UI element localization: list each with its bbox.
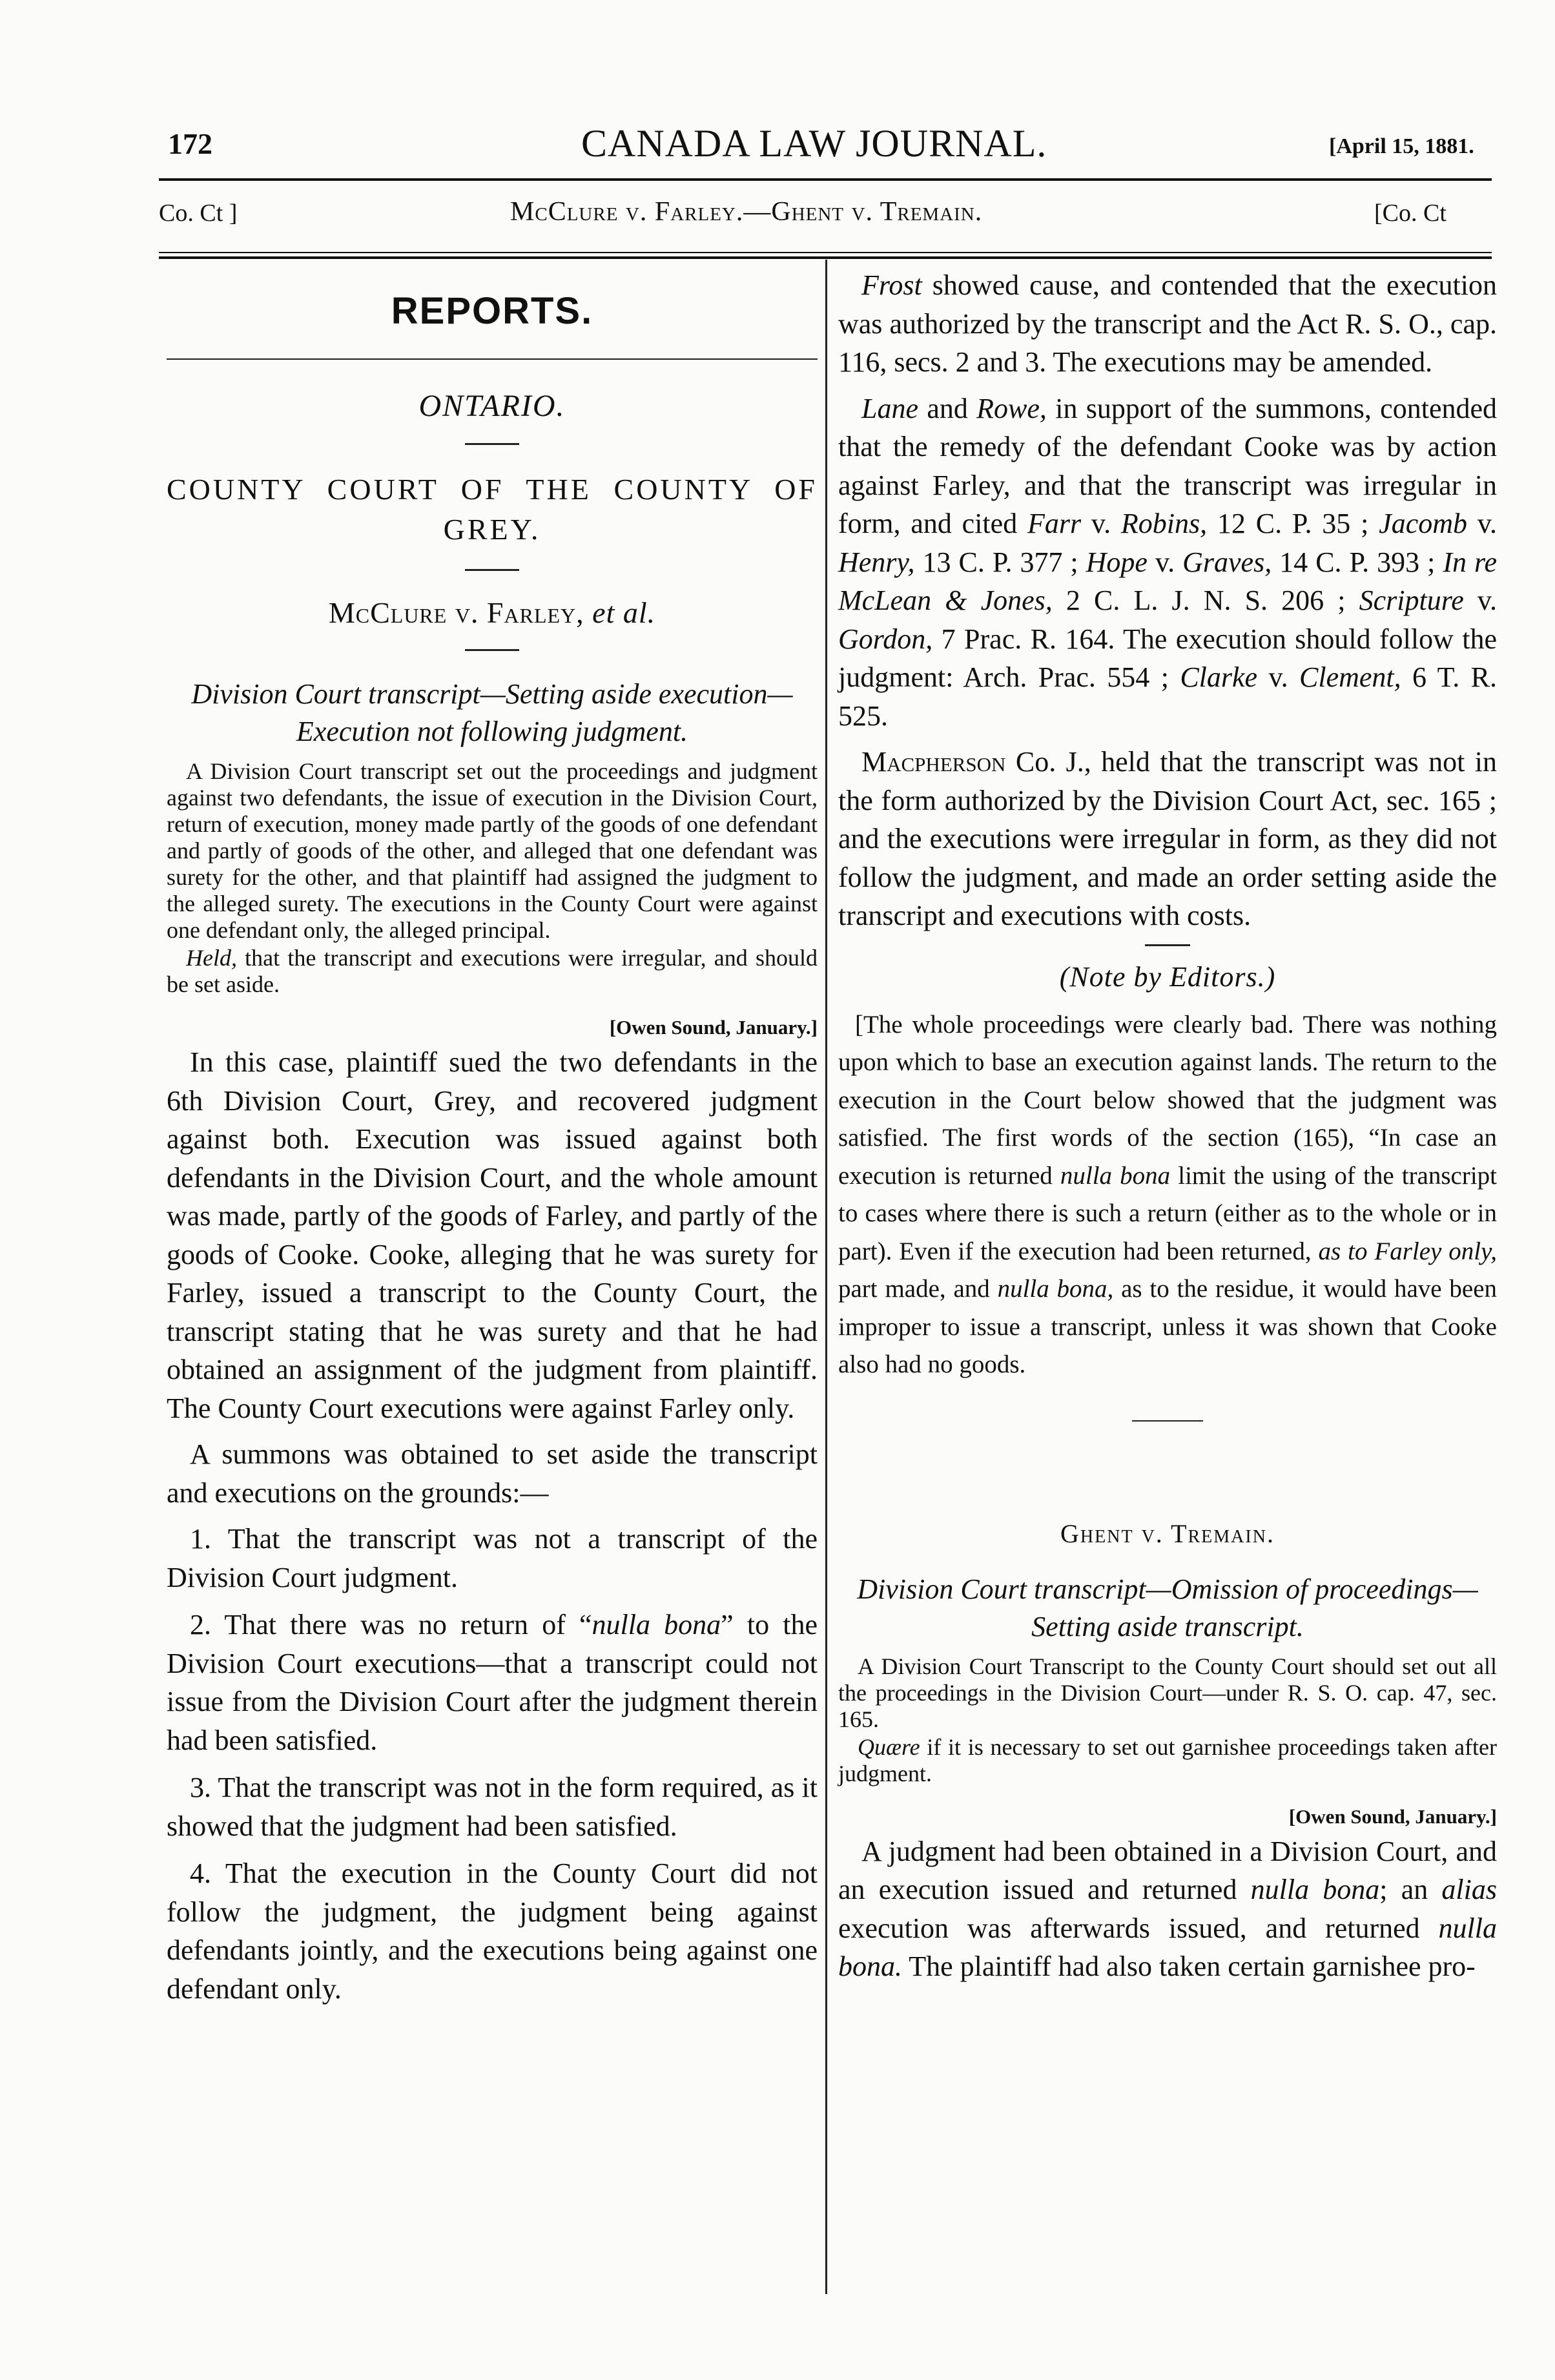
case1-held xyxy=(167,945,818,998)
counsel-rowe: Rowe, xyxy=(976,392,1047,424)
judgment-paragraph xyxy=(838,743,1497,935)
cite-5b: v. xyxy=(1463,585,1497,616)
note-c: part made, and xyxy=(838,1275,998,1303)
short-rule-3 xyxy=(465,649,519,651)
cite-1c: Robins, xyxy=(1120,508,1208,539)
judgment-text: Co. J., held that the transcript was not in the form authorized by the Division Court Act, sec. 165 ; and the executions were irregular in form, as they did not follow the judgment, and made an order setting aside the transcript and executions with costs. xyxy=(838,746,1497,931)
cite-6a: Clarke xyxy=(1180,661,1258,693)
section-heading: REPORTS. xyxy=(391,290,593,332)
cite-3c: Graves, xyxy=(1182,546,1272,578)
cite-2b: v. xyxy=(1467,508,1497,539)
cite-2a: Jacomb xyxy=(1379,508,1468,539)
cite-5c: Gordon, xyxy=(838,623,933,655)
note-it1: nulla bona xyxy=(1060,1161,1171,1190)
cite-5a: Scripture xyxy=(1359,585,1464,616)
last-c: execution was afterwards issued, and returned xyxy=(838,1912,1439,1944)
header-rule-double-2 xyxy=(159,256,1492,259)
cite-3a: Hope xyxy=(1086,546,1148,578)
case2-dateline: [Owen Sound, January.] xyxy=(1288,1805,1497,1828)
cite-4d: 2 C. L. J. N. S. 206 ; xyxy=(1052,585,1359,616)
note-b: limit the using of the transcript to cases where there is such a return (either as to the whole or in part). Even if the execution had been returned, xyxy=(838,1161,1498,1265)
ground-2 xyxy=(167,1606,818,1759)
cite-4a: In re McLean & Jones, xyxy=(838,546,1497,616)
last-a: A judgment had been obtained in a Division Court, and an execution issued and returned xyxy=(838,1835,1497,1905)
case2-quaere xyxy=(838,1734,1497,1787)
ground-3: 3. That the transcript was not in the form required, as it showed that the judgment had been satisfied. xyxy=(167,1772,818,1842)
note-a: [The whole proceedings were clearly bad. There was nothing upon which to base an execution against lands. The return to the execution in the Court below showed that the judgment was satisfied. The first words of the section (165), “In case an execution is returned xyxy=(838,1010,1497,1190)
cite-1b: v. xyxy=(1081,508,1121,539)
short-rule-1 xyxy=(465,443,519,445)
frost-text: showed cause, and contended that the execution was authorized by the transcript and the Act R. S. O., cap. 116, secs. 2 and 3. The executions may be amended. xyxy=(838,269,1497,378)
case2-catchwords: Division Court transcript—Omission of proceedings—Setting aside transcript. xyxy=(857,1573,1478,1642)
frost-name: Frost xyxy=(861,269,922,301)
case1-title-main: McClure v. Farley, xyxy=(328,596,584,629)
editors-note xyxy=(838,1006,1497,1384)
cite-1a: Farr xyxy=(1027,508,1082,539)
counsel-text: in support of the summons, contended that the remedy of the defendant Cooke was by action against Farley, and that the transcript was irregular in form, and cited xyxy=(838,392,1497,539)
held-word: Held, xyxy=(186,945,237,971)
counsel-lane: Lane xyxy=(861,392,918,424)
note-d: as to the residue, it would have been improper to issue a transcript, unless it was shown that Cooke also had no goods. xyxy=(838,1275,1498,1378)
header-rule-double-1 xyxy=(159,252,1492,253)
issue-date: [April 15, 1881. xyxy=(1329,134,1474,158)
editors-note-heading: (Note by Editors.) xyxy=(1059,960,1276,993)
note-it3: nulla bona, xyxy=(997,1275,1114,1303)
running-head-center: McClure v. Farley.—Ghent v. Tremain. xyxy=(510,197,983,227)
running-head-right: [Co. Ct xyxy=(1374,200,1447,227)
case1-title xyxy=(167,595,818,630)
cite-6b: v. xyxy=(1257,661,1299,693)
ground-4: 4. That the execution in the County Court did not follow the judgment, the judgment being against defendants jointly, and the executions being against one defendant only. xyxy=(167,1857,818,2005)
note-rule xyxy=(1145,944,1190,946)
case-separator-rule xyxy=(1132,1420,1203,1422)
column-divider xyxy=(825,260,827,2294)
cite-2d: 13 C. P. 377 ; xyxy=(914,546,1086,578)
short-rule-2 xyxy=(465,569,519,571)
quaere-word: Quære xyxy=(858,1733,920,1760)
journal-title: CANADA LAW JOURNAL. xyxy=(581,122,1047,165)
cite-6c: Clement, xyxy=(1299,661,1401,693)
ground-2-b: ” to the Division Court executions—that a transcript could not issue from the Division Court after the judgment therein had been satisfied. xyxy=(167,1609,818,1756)
case1-paragraph-2: A summons was obtained to set aside the transcript and executions on the grounds:— xyxy=(167,1438,818,1509)
note-it2: as to Farley only, xyxy=(1318,1237,1497,1265)
cite-2c: Henry, xyxy=(838,546,915,578)
case1-paragraph-1: In this case, plaintiff sued the two defendants in the 6th Division Court, Grey, and recovered judgment against both. Execution was issued against both defendants in the Division Court, and the whole amount was made, partly of the goods of Farley, and partly of the goods of Cooke. Cooke, alleging that he was surety for Farley, issued a transcript to the County Court, the transcript stating that he was surety and that he had obtained an assignment of the judgment from plaintiff. The County Court executions were against Farley only. xyxy=(167,1046,818,1424)
page-number: 172 xyxy=(168,127,212,160)
section-rule xyxy=(167,358,818,360)
header-rule-top xyxy=(159,178,1492,181)
right-column xyxy=(838,266,1497,1994)
left-column xyxy=(167,278,818,2017)
last-d: The plaintiff had also taken certain garnishee pro- xyxy=(902,1951,1476,1982)
case2-title: Ghent v. Tremain. xyxy=(1060,1518,1275,1548)
cite-6d: 6 T. R. 525. xyxy=(838,661,1497,732)
case2-headnote: A Division Court Transcript to the County Court should set out all the proceedings in the Division Court—under R. S. O. cap. 47, sec. 165. xyxy=(838,1653,1497,1732)
counsel-paragraph xyxy=(838,389,1497,736)
ground-2-a: 2. That there was no return of “ xyxy=(190,1609,592,1640)
case1-title-suffix: et al. xyxy=(592,596,656,629)
cite-1d: 12 C. P. 35 ; xyxy=(1207,508,1379,539)
cite-5d: 7 Prac. R. 164. The execution should follow the judgment: Arch. Prac. 554 ; xyxy=(838,623,1497,693)
judge-name: Macpherson xyxy=(861,746,1006,778)
quaere-text: if it is necessary to set out garnishee proceedings taken after judgment. xyxy=(838,1733,1497,1786)
case1-dateline: [Owen Sound, January.] xyxy=(609,1016,818,1039)
case1-headnote: A Division Court transcript set out the proceedings and judgment against two defendants, the issue of execution in the Division Court, return of execution, money made partly of the goods of one defendant and partly of goods of the other, and alleged that one defendant was surety for the other, and that plaintiff had assigned the judgment to the alleged surety. The executions in the County Court were against one defendant only, the alleged principal. xyxy=(167,758,818,943)
case2-paragraph-1 xyxy=(838,1832,1497,1986)
case1-catchwords: Division Court transcript—Setting aside execution—Execution not following judgment. xyxy=(191,678,793,747)
last-b: ; an xyxy=(1379,1874,1442,1905)
last-it1: nulla bona xyxy=(1250,1874,1380,1905)
last-it3: nulla bona. xyxy=(838,1912,1497,1982)
province-heading: ONTARIO. xyxy=(418,389,566,423)
frost-paragraph xyxy=(838,266,1497,382)
held-text: that the transcript and executions were irregular, and should be set aside. xyxy=(167,945,818,997)
cite-3d: 14 C. P. 393 ; xyxy=(1272,546,1443,578)
ground-1: 1. That the transcript was not a transcript of the Division Court judgment. xyxy=(167,1523,818,1593)
counsel-and: and xyxy=(918,392,977,424)
cite-3b: v. xyxy=(1147,546,1183,578)
court-heading: COUNTY COURT OF THE COUNTY OF GREY. xyxy=(167,473,818,546)
last-it2: alias xyxy=(1441,1874,1497,1905)
ground-2-italic: nulla bona xyxy=(592,1609,721,1640)
running-head-left: Co. Ct ] xyxy=(159,200,238,227)
